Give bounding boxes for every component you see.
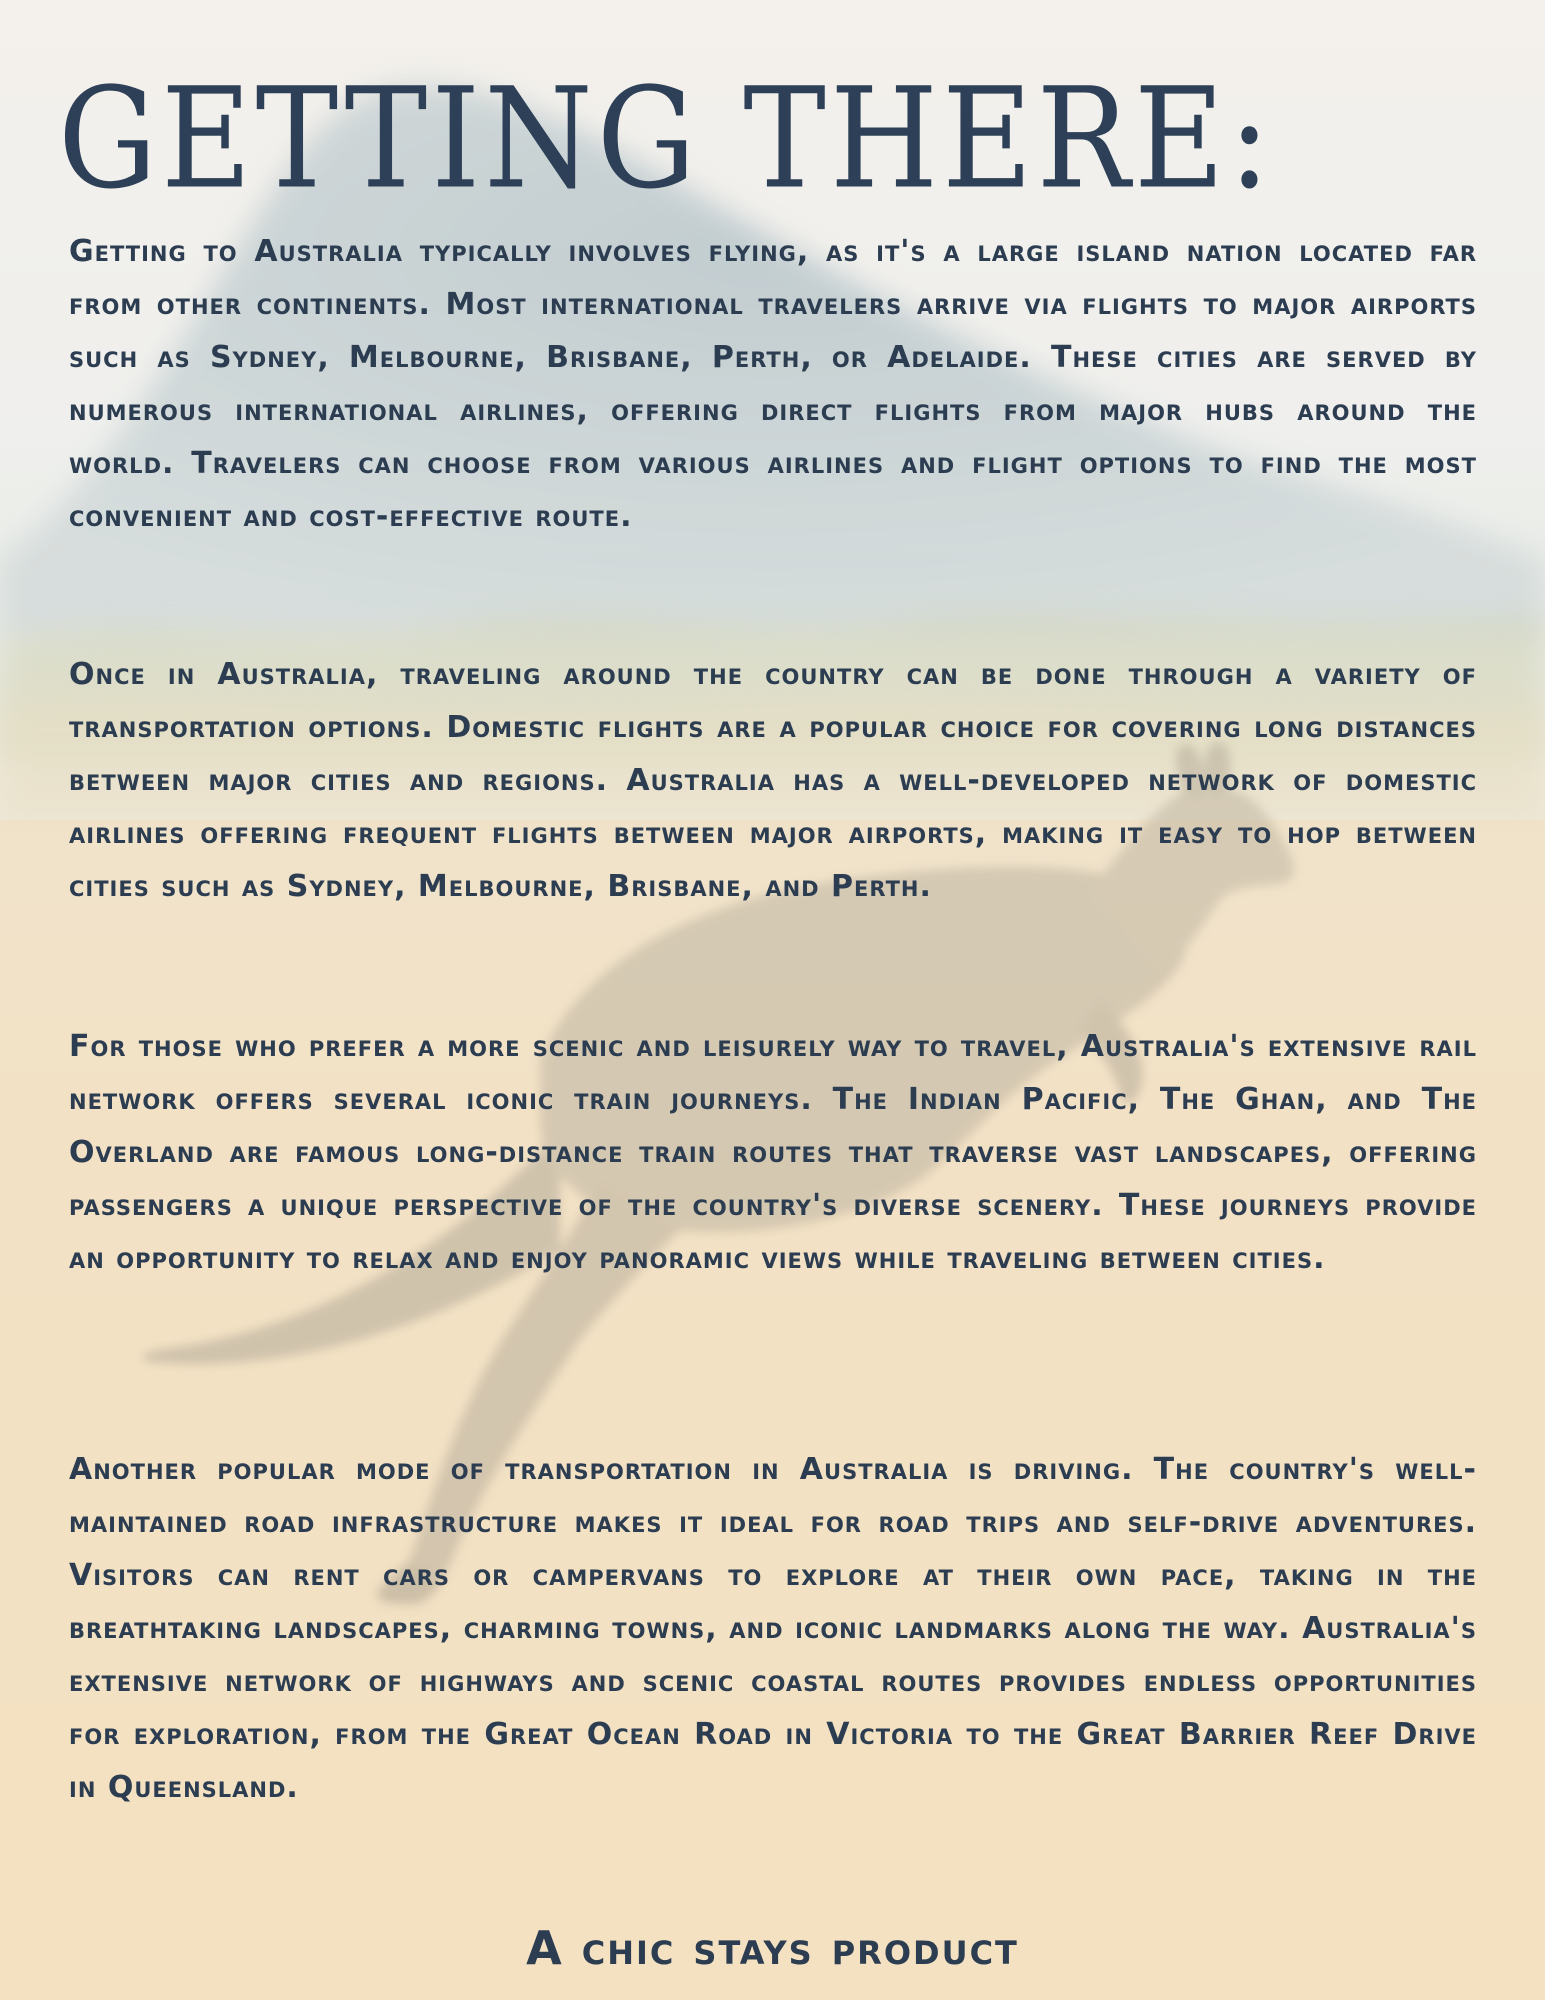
paragraph-domestic-flights: Once in Australia, traveling around the country can be done through a variety of transportation options. Domestic flights are a popular choice for covering long distances between major cities and regions. Australia has a well-developed network of domestic airlines offering frequent flights between major airports, making it easy to hop between cities such as Sydney, Melbourne, Brisbane, and Perth. bbox=[69, 657, 1477, 904]
paragraph-driving: Another popular mode of transportation in Australia is driving. The country's well-maintained road infrastructure makes it ideal for road trips and self-drive adventures. Visitors can rent cars or campervans to explore at their own pace, taking in the breathtaking landscapes, charming towns, and iconic landmarks along the way. Australia's extensive network of highways and scenic coastal routes provides endless opportunities for exploration, from the Great Ocean Road in Victoria to the Great Barrier Reef Drive in Queensland. bbox=[69, 1452, 1477, 1805]
paragraph-rail: For those who prefer a more scenic and leisurely way to travel, Australia's extensive rail network offers several iconic train journeys. The Indian Pacific, The Ghan, and The Overland are famous long-distance train routes that traverse vast landscapes, offering passengers a unique perspective of the country's diverse scenery. These journeys provide an opportunity to relax and enjoy panoramic views while traveling between cities. bbox=[69, 1029, 1477, 1276]
paragraph-flying: Getting to Australia typically involves flying, as it's a large island nation located far from other continents. Most international travelers arrive via flights to major airports such as Sydney, Melbourne, Brisbane, Perth, or Adelaide. These cities are served by numerous international airlines, offering direct flights from major hubs around the world. Travelers can choose from various airlines and flight options to find the most convenient and cost-effective route. bbox=[69, 234, 1477, 534]
footer-brand: A chic stays product bbox=[526, 1921, 1019, 1975]
page-title: GETTING THERE: bbox=[58, 58, 1275, 221]
